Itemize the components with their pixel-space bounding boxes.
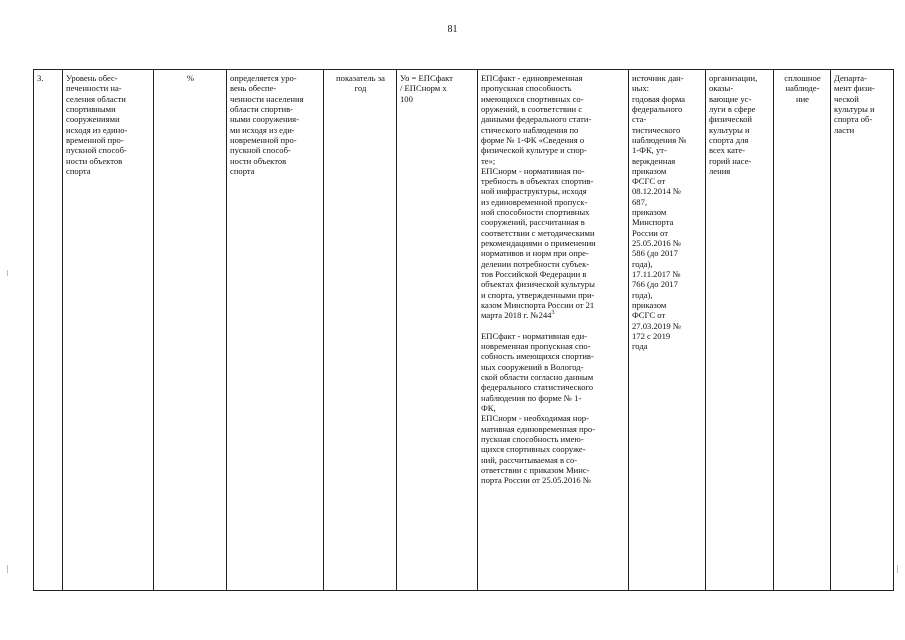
page-number: 81 — [447, 24, 458, 35]
description-cell — [478, 70, 629, 591]
data-source-cell: источник дан- ных: годовая форма федерального ста- тистического наблюдения № 1-ФК, ут- вержденная приказом ФСГС от 08.12.2014 № 687, приказом Минспорта России от 25.05.2016 № 586 (до 2017 года), 17.11.2017 № 766 (до 2017 года), приказом ФСГС от 27.03.2019 № 172 с 2019 года — [629, 70, 706, 591]
responsible-cell: Департа- мент физи- ческой культуры и спорта об- ласти — [831, 70, 894, 591]
definition-cell: определяется уро- вень обеспе- ченности населения области спортив- ными сооружения- ми исходя из еди- новременной про- пускной способ- ности объектов спорта — [227, 70, 324, 591]
indicator-name-cell: Уровень обес- печенности на- селения области спортивными сооружениями исходя из едино- временной про- пускной способ- ности объектов спорта — [63, 70, 154, 591]
formula-cell: Уо = ЕПСфакт / ЕПСнорм х 100 — [397, 70, 478, 591]
table-row — [34, 70, 894, 591]
reporting-units-cell: организации, оказы- вающие ус- луги в сфере физической культуры и спорта для всех кате- горий насе- ления — [706, 70, 774, 591]
scan-mark-right — [897, 565, 898, 573]
scan-mark-left — [7, 270, 8, 276]
footnote-marker: 3 — [551, 310, 555, 317]
scan-mark-left — [7, 565, 8, 573]
description-text-part2: ЕПСфакт - нормативная еди- новременная пропускная спо- собность имеющихся спортив- ных сооружений в Вологод- ской области согласно данным федерального статистического наблюдения по форме № 1- ФК, ЕПСнорм - необходимая нор- мативная единовременная про- пускная способность имею- щихся спортивных сооруже- ний, рассчитываемая в со- ответствии с приказом Минс- порта России от 25.05.2016 № — [481, 330, 596, 486]
row-number-cell: 3. — [34, 70, 63, 591]
indicator-type-cell: показатель за год — [324, 70, 397, 591]
observation-method-cell: сплошное наблюде- ние — [774, 70, 831, 591]
description-text-part1: ЕПСфакт - единовременная пропускная способность имеющихся спортивных со- оружений, в соответствии с данными федерального стати- стического наблюдения по форме № 1-ФК «Сведения о физической культуре и спор- те»; ЕПСнорм - нормативная по- требность в объектах спортив- ной инфраструктуры, исходя из единовременной пропуск- ной способности спортивных сооружений, рассчитанная в соответствии с методическими рекомендациями о применении нормативов и норм при опре- делении потребности субъек- тов Российской Федерации в объектах физической культуры и спорта, утвержденными при- казом Минспорта России от 21 марта 2018 г. №244 — [481, 73, 596, 321]
unit-cell: % — [154, 70, 227, 591]
indicator-table — [33, 69, 894, 591]
